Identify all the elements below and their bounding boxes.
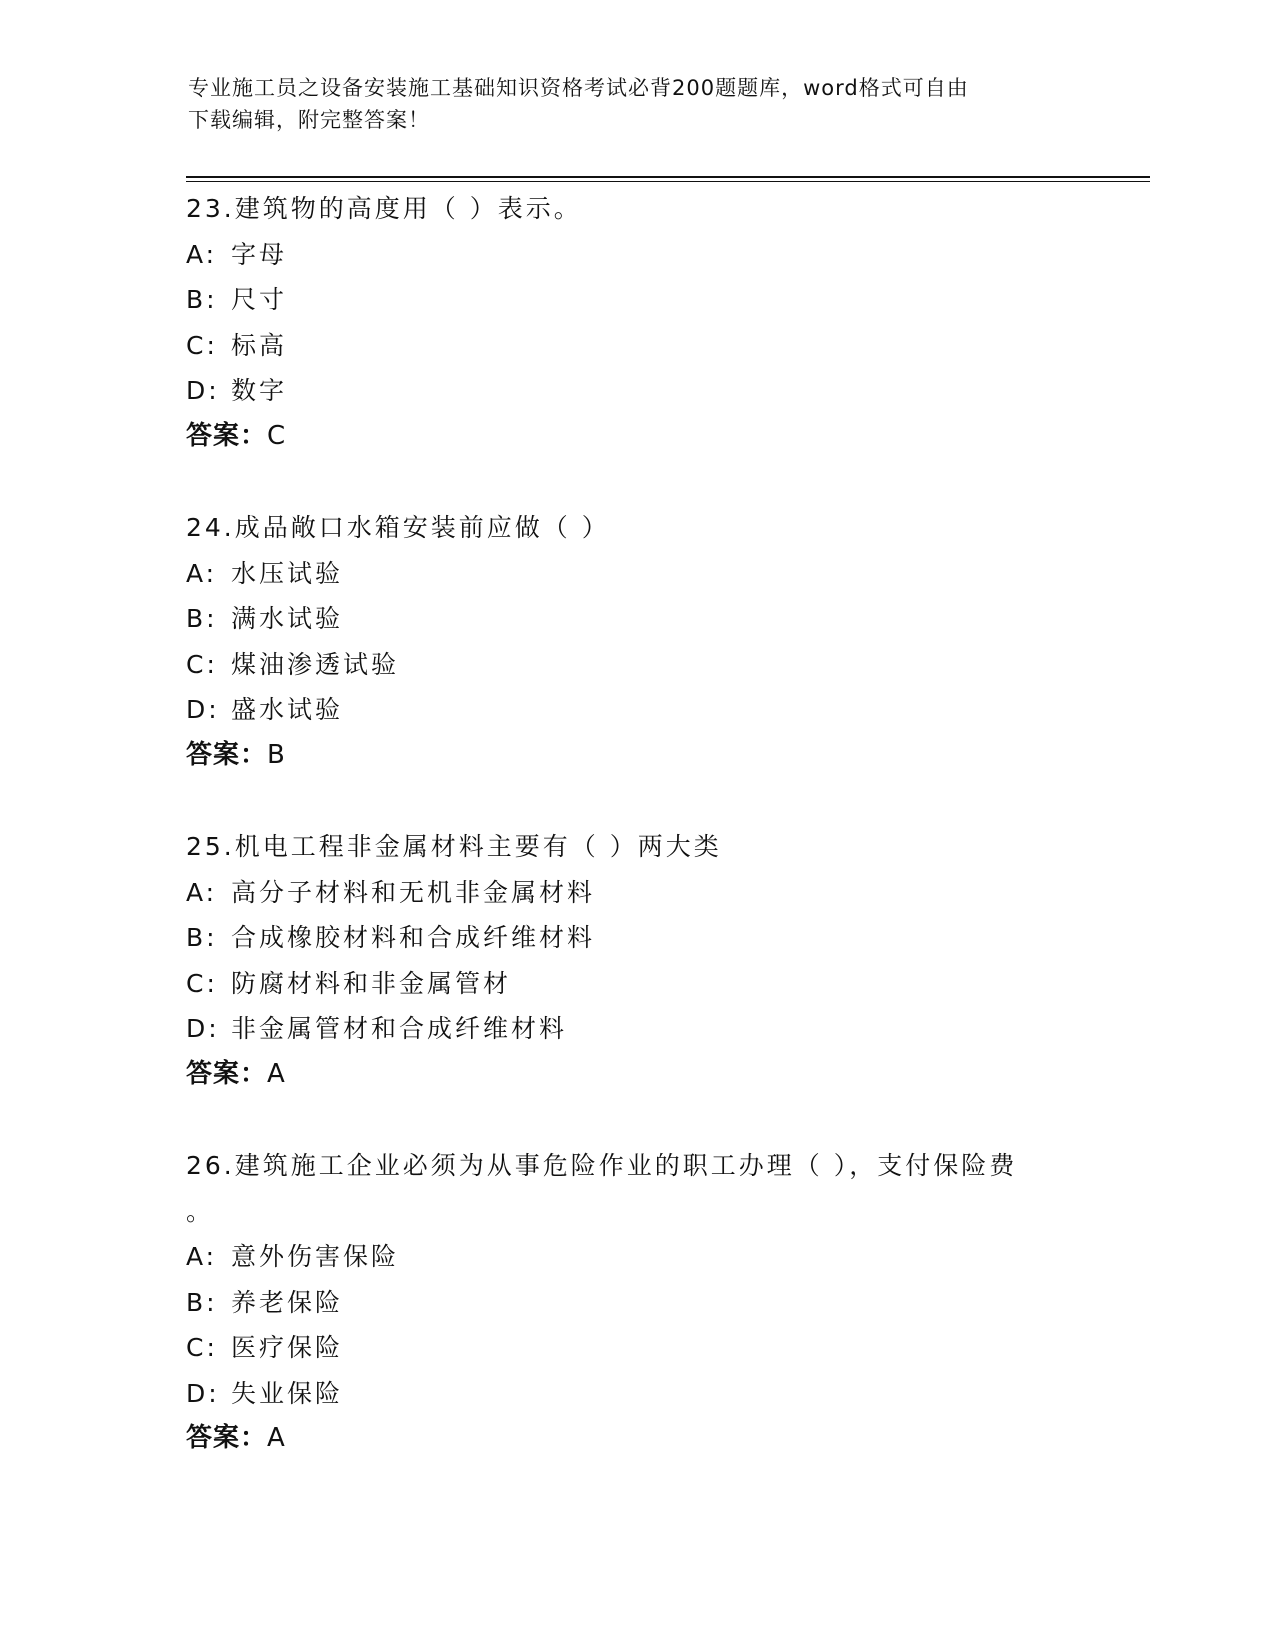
answer-label: 答案： [186, 420, 268, 451]
option-a [186, 1234, 1086, 1280]
question-23 [186, 186, 1086, 459]
question-stem: 26.建筑施工企业必须为从事危险作业的职工办理（ ），支付保险费 [186, 1151, 1018, 1180]
option-letter: C: [186, 330, 218, 360]
option-letter: C: [186, 1333, 218, 1362]
question-26 [186, 1143, 1086, 1462]
answer-label: 答案： [186, 739, 268, 770]
option-letter: C: [186, 968, 218, 998]
header-line-1: 专业施工员之设备安装施工基础知识资格考试必背200题题库，word格式可自由 [188, 76, 969, 100]
option-c [186, 1325, 1086, 1371]
option-text: 防腐材料和非金属管材 [231, 968, 512, 998]
option-text: 盛水试验 [231, 695, 344, 724]
question-stem-continuation: 。 [186, 1196, 212, 1226]
option-text: 高分子材料和无机非金属材料 [231, 877, 596, 907]
option-c [186, 961, 1086, 1007]
option-letter: A: [186, 1242, 218, 1271]
question-stem: 23.建筑物的高度用（ ）表示。 [186, 194, 582, 223]
option-letter: A: [186, 877, 218, 907]
option-d [186, 1371, 1086, 1417]
answer-line [186, 733, 1086, 779]
option-text: 煤油渗透试验 [231, 649, 400, 679]
document-header [188, 72, 1068, 136]
option-letter: B: [186, 604, 218, 633]
answer-line [186, 1416, 1086, 1462]
option-text: 尺寸 [231, 285, 288, 314]
option-a [186, 232, 1086, 278]
option-c [186, 323, 1086, 369]
option-letter: A: [186, 239, 218, 269]
answer-value: B [267, 739, 286, 770]
answer-label: 答案： [186, 1058, 268, 1089]
option-text: 满水试验 [231, 604, 344, 633]
header-divider-thin [186, 181, 1150, 182]
option-letter: B: [186, 923, 218, 952]
option-b [186, 596, 1086, 642]
option-letter: D: [186, 1014, 220, 1043]
option-letter: B: [186, 1287, 218, 1317]
option-b [186, 1280, 1086, 1326]
option-text: 标高 [231, 330, 288, 360]
question-stem: 24.成品敞口水箱安装前应做（ ） [186, 513, 610, 542]
answer-value: A [267, 1058, 286, 1089]
option-letter: D: [186, 376, 220, 405]
option-text: 非金属管材和合成纤维材料 [231, 1014, 568, 1043]
option-text: 合成橡胶材料和合成纤维材料 [231, 923, 596, 952]
option-text: 水压试验 [231, 558, 344, 588]
header-divider-thick [186, 176, 1150, 178]
option-letter: C: [186, 649, 218, 679]
option-a [186, 870, 1086, 916]
header-line-2: 下载编辑，附完整答案！ [188, 108, 430, 132]
answer-value: A [267, 1423, 286, 1453]
question-list [186, 186, 1086, 1462]
question-stem: 25.机电工程非金属材料主要有（ ）两大类 [186, 832, 722, 861]
option-d [186, 368, 1086, 414]
option-b [186, 915, 1086, 961]
answer-line [186, 1052, 1086, 1098]
option-a [186, 551, 1086, 597]
option-text: 数字 [231, 376, 288, 405]
option-text: 养老保险 [231, 1287, 344, 1317]
option-letter: B: [186, 285, 218, 314]
option-b [186, 277, 1086, 323]
option-letter: A: [186, 558, 218, 588]
answer-line [186, 414, 1086, 460]
answer-value: C [267, 420, 287, 451]
option-c [186, 642, 1086, 688]
option-d [186, 1006, 1086, 1052]
option-d [186, 687, 1086, 733]
answer-label: 答案： [186, 1423, 268, 1453]
option-text: 意外伤害保险 [231, 1242, 400, 1271]
question-25 [186, 824, 1086, 1097]
option-letter: D: [186, 695, 220, 724]
option-text: 字母 [231, 239, 288, 269]
question-24 [186, 505, 1086, 778]
option-letter: D: [186, 1378, 220, 1408]
option-text: 失业保险 [231, 1378, 344, 1408]
option-text: 医疗保险 [231, 1333, 344, 1362]
